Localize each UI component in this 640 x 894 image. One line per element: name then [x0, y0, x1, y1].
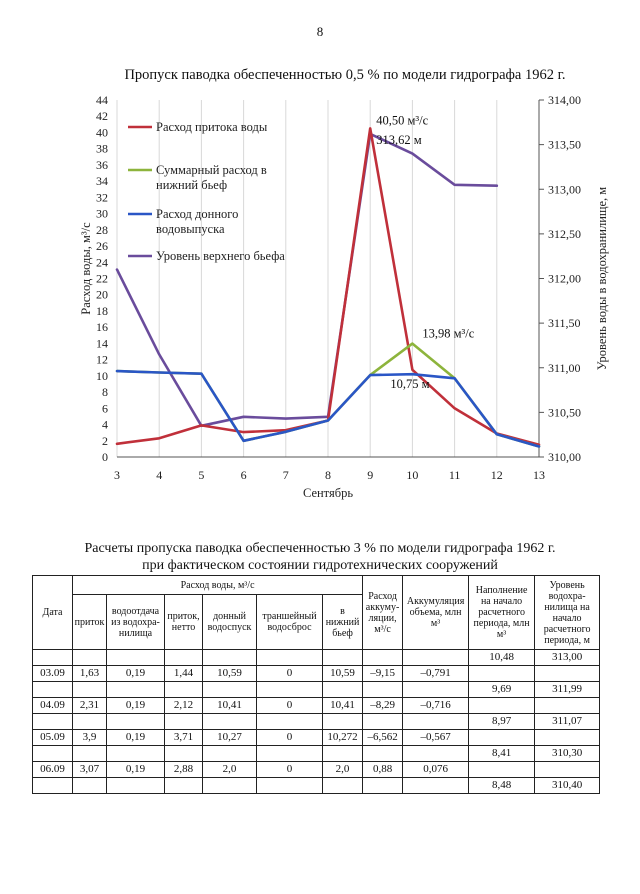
empty-cell — [165, 650, 203, 666]
empty-cell — [257, 650, 323, 666]
cell-accum-flow: –9,15 — [363, 666, 403, 682]
cell-date: 04.09 — [33, 698, 73, 714]
cell-level: 313,00 — [535, 650, 600, 666]
left-tick-label: 2 — [102, 433, 108, 448]
page-number: 8 — [316, 24, 324, 39]
left-tick-label: 10 — [96, 368, 108, 383]
left-tick-label: 28 — [96, 222, 108, 237]
cell-accum-flow: 0,88 — [363, 762, 403, 778]
empty-cell — [363, 714, 403, 730]
right-tick-label: 310,50 — [548, 405, 581, 420]
empty-cell — [107, 778, 165, 794]
cell-date: 05.09 — [33, 730, 73, 746]
empty-cell — [203, 746, 257, 762]
cell-accum-flow: –6,562 — [363, 730, 403, 746]
left-tick-label: 14 — [96, 336, 108, 351]
empty-cell — [73, 778, 107, 794]
empty-cell — [203, 714, 257, 730]
left-tick-label: 18 — [96, 303, 108, 318]
x-tick-label: 5 — [198, 468, 205, 482]
annotation-label: 313,62 м — [376, 132, 422, 147]
cell-spillway: 0 — [257, 762, 323, 778]
empty-cell — [469, 730, 535, 746]
cell-filling: 8,41 — [469, 746, 535, 762]
empty-cell — [323, 682, 363, 698]
left-tick-label: 4 — [102, 417, 108, 432]
cell-inflow: 2,31 — [73, 698, 107, 714]
cell-bottom: 10,41 — [203, 698, 257, 714]
cell-filling: 8,97 — [469, 714, 535, 730]
left-tick-label: 36 — [96, 157, 108, 172]
empty-cell — [363, 778, 403, 794]
x-tick-label: 10 — [406, 468, 419, 482]
x-tick-label: 4 — [156, 468, 163, 482]
cell-date: 03.09 — [33, 666, 73, 682]
cell-date: 06.09 — [33, 762, 73, 778]
cell-accum-volume: –0,567 — [403, 730, 469, 746]
x-tick-label: 8 — [325, 468, 331, 482]
header-flow-group: Расход воды, м³/с — [73, 576, 363, 595]
empty-cell — [469, 666, 535, 682]
legend-label: Суммарный расход в — [156, 163, 267, 177]
right-tick-label: 313,50 — [548, 137, 581, 152]
cell-bottom: 10,59 — [203, 666, 257, 682]
left-tick-label: 16 — [96, 320, 108, 335]
header-date: Дата — [33, 576, 73, 650]
x-tick-label: 3 — [114, 468, 120, 482]
empty-cell — [469, 762, 535, 778]
annotation-label: 13,98 м³/с — [422, 326, 475, 341]
empty-cell — [73, 746, 107, 762]
header-yield: водоотдача из водохра-нилища — [107, 595, 165, 650]
empty-cell — [73, 682, 107, 698]
empty-cell — [257, 746, 323, 762]
cell-downstream: 2,0 — [323, 762, 363, 778]
empty-cell — [535, 762, 600, 778]
empty-cell — [469, 698, 535, 714]
right-tick-label: 312,00 — [548, 271, 581, 286]
left-tick-label: 40 — [96, 125, 108, 140]
annotation-label: 40,50 м³/с — [376, 113, 429, 128]
left-tick-label: 24 — [96, 255, 108, 270]
table-title-line2: при фактическом состоянии гидротехнических сооружений — [142, 558, 498, 573]
cell-net: 1,44 — [165, 666, 203, 682]
legend — [128, 120, 285, 263]
empty-cell — [363, 746, 403, 762]
cell-bottom: 2,0 — [203, 762, 257, 778]
x-tick-label: 9 — [367, 468, 374, 482]
empty-cell — [33, 650, 73, 666]
empty-cell — [257, 778, 323, 794]
empty-cell — [73, 650, 107, 666]
cell-spillway: 0 — [257, 666, 323, 682]
table-row — [33, 698, 600, 714]
state-row — [33, 650, 600, 666]
cell-spillway: 0 — [257, 698, 323, 714]
empty-cell — [203, 682, 257, 698]
empty-cell — [107, 682, 165, 698]
cell-level: 310,40 — [535, 778, 600, 794]
empty-cell — [33, 714, 73, 730]
table-row — [33, 762, 600, 778]
empty-cell — [107, 714, 165, 730]
empty-cell — [323, 714, 363, 730]
cell-filling: 8,48 — [469, 778, 535, 794]
empty-cell — [403, 746, 469, 762]
cell-spillway: 0 — [257, 730, 323, 746]
right-tick-label: 310,00 — [548, 450, 581, 464]
empty-cell — [33, 682, 73, 698]
x-tick-label: 7 — [282, 468, 289, 482]
legend-label: Расход донного — [156, 207, 239, 221]
cell-level: 310,30 — [535, 746, 600, 762]
cell-net: 3,71 — [165, 730, 203, 746]
header-accum-flow: Расход аккуму-ляции, м³/с — [363, 576, 403, 650]
right-tick-label: 314,00 — [548, 93, 581, 107]
header-net-inflow: приток, нетто — [165, 595, 203, 650]
empty-cell — [165, 682, 203, 698]
empty-cell — [165, 746, 203, 762]
cell-yield: 0,19 — [107, 762, 165, 778]
left-tick-label: 8 — [102, 385, 108, 400]
empty-cell — [535, 730, 600, 746]
empty-cell — [323, 650, 363, 666]
empty-cell — [323, 778, 363, 794]
empty-cell — [535, 698, 600, 714]
empty-cell — [403, 714, 469, 730]
table-title-line1: Расчеты пропуска паводка обеспеченностью 3 % по модели гидрографа 1962 г. — [84, 541, 556, 556]
x-tick-label: 13 — [533, 468, 545, 482]
table-row — [33, 666, 600, 682]
calculation-table — [32, 575, 600, 794]
header-accum-volume: Аккумуляция объема, млн м³ — [403, 576, 469, 650]
cell-accum-volume: –0,716 — [403, 698, 469, 714]
empty-cell — [107, 746, 165, 762]
left-tick-label: 20 — [96, 287, 108, 302]
left-tick-label: 32 — [96, 190, 108, 205]
right-tick-label: 311,00 — [548, 360, 581, 375]
legend-label: водовыпуска — [156, 222, 225, 236]
empty-cell — [203, 650, 257, 666]
left-tick-label: 26 — [96, 239, 108, 254]
cell-level: 311,99 — [535, 682, 600, 698]
left-tick-label: 12 — [96, 352, 108, 367]
header-downstream: в нижний бьеф — [323, 595, 363, 650]
left-tick-label: 22 — [96, 271, 108, 286]
state-row — [33, 682, 600, 698]
left-axis-title: Расход воды, м³/с — [79, 222, 93, 315]
empty-cell — [73, 714, 107, 730]
x-axis-title: Сентябрь — [302, 486, 354, 500]
empty-cell — [257, 682, 323, 698]
cell-net: 2,88 — [165, 762, 203, 778]
table-body — [33, 650, 600, 794]
left-tick-label: 30 — [96, 206, 108, 221]
right-axis-title: Уровень воды в водохранилище, м — [595, 186, 609, 371]
right-tick-label: 311,50 — [548, 316, 581, 331]
right-tick-label: 312,50 — [548, 226, 581, 241]
cell-level: 311,07 — [535, 714, 600, 730]
cell-yield: 0,19 — [107, 666, 165, 682]
left-tick-label: 38 — [96, 141, 108, 156]
left-tick-label: 34 — [96, 174, 108, 189]
table-title — [40, 540, 600, 574]
empty-cell — [257, 714, 323, 730]
x-tick-label: 12 — [490, 468, 503, 482]
state-row — [33, 778, 600, 794]
left-tick-label: 42 — [96, 109, 108, 124]
header-spillway: траншейный водосброс — [257, 595, 323, 650]
cell-accum-volume: –0,791 — [403, 666, 469, 682]
annotation-label: 10,75 м — [390, 376, 430, 391]
empty-cell — [165, 714, 203, 730]
header-level: Уровень водохра-нилища на начало расчетного периода, м — [535, 576, 600, 650]
left-tick-label: 0 — [102, 450, 108, 464]
legend-label: Расход притока воды — [156, 120, 268, 134]
state-row — [33, 746, 600, 762]
cell-filling: 10,48 — [469, 650, 535, 666]
header-inflow: приток — [73, 595, 107, 650]
empty-cell — [363, 650, 403, 666]
empty-cell — [403, 650, 469, 666]
right-tick-label: 313,00 — [548, 182, 581, 197]
table-row — [33, 730, 600, 746]
left-tick-label: 44 — [96, 93, 108, 107]
empty-cell — [33, 778, 73, 794]
cell-inflow: 3,9 — [73, 730, 107, 746]
cell-yield: 0,19 — [107, 698, 165, 714]
header-filling: Наполнение на начало расчетного периода, млн м³ — [469, 576, 535, 650]
x-tick-label: 6 — [240, 468, 247, 482]
empty-cell — [107, 650, 165, 666]
empty-cell — [363, 682, 403, 698]
cell-net: 2,12 — [165, 698, 203, 714]
cell-inflow: 1,63 — [73, 666, 107, 682]
empty-cell — [323, 746, 363, 762]
grid-layer — [117, 100, 539, 457]
cell-bottom: 10,27 — [203, 730, 257, 746]
cell-accum-volume: 0,076 — [403, 762, 469, 778]
legend-label: нижний бьеф — [156, 178, 228, 192]
chart-title: Пропуск паводка обеспеченностью 0,5 % по модели гидрографа 1962 г. — [124, 67, 566, 83]
state-row — [33, 714, 600, 730]
cell-inflow: 3,07 — [73, 762, 107, 778]
empty-cell — [33, 746, 73, 762]
cell-downstream: 10,272 — [323, 730, 363, 746]
empty-cell — [535, 666, 600, 682]
cell-filling: 9,69 — [469, 682, 535, 698]
empty-cell — [203, 778, 257, 794]
cell-accum-flow: –8,29 — [363, 698, 403, 714]
x-tick-label: 11 — [448, 468, 461, 482]
empty-cell — [403, 778, 469, 794]
left-tick-label: 6 — [102, 401, 108, 416]
cell-downstream: 10,59 — [323, 666, 363, 682]
legend-label: Уровень верхнего бьефа — [156, 249, 285, 263]
cell-downstream: 10,41 — [323, 698, 363, 714]
header-bottom-outlet: донный водоспуск — [203, 595, 257, 650]
empty-cell — [403, 682, 469, 698]
empty-cell — [165, 778, 203, 794]
cell-yield: 0,19 — [107, 730, 165, 746]
